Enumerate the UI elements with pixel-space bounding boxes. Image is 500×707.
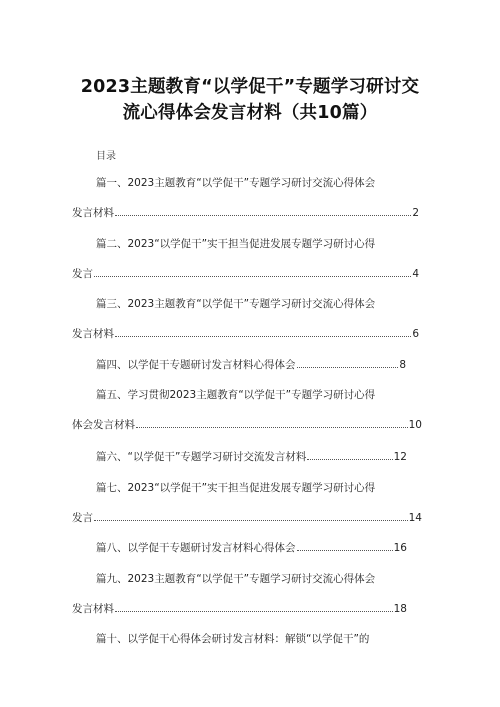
toc-entry-5-line-1[interactable]: 篇五、学习贯彻2023主题教育“以学促干”专题学习研讨心得: [96, 389, 376, 401]
toc-entry-5-text: 体会发言材料: [72, 419, 135, 431]
toc-entry-1-page: 2: [412, 207, 419, 219]
toc-entry-3-page: 6: [412, 328, 419, 340]
toc-heading: 目录: [96, 151, 116, 162]
toc-entry-9-line-1[interactable]: 篇九、2023主题教育“以学促干”专题学习研讨交流心得体会: [96, 573, 376, 585]
toc-entry-6[interactable]: [96, 450, 407, 464]
toc-entry-3-line-2[interactable]: [72, 327, 419, 341]
toc-entry-3-line-1[interactable]: 篇三、2023主题教育“以学促干”专题学习研讨交流心得体会: [96, 298, 376, 310]
toc-leader-dots: [136, 426, 408, 428]
toc-leader-dots: [307, 458, 392, 460]
toc-entry-10-line-1[interactable]: 篇十、以学促干心得体会研讨发言材料：解锁“以学促干”的: [96, 633, 370, 645]
toc-entry-4-text: 篇四、以学促干专题研讨发言材料心得体会: [96, 359, 296, 371]
toc-entry-6-text: 篇六、“以学促干”专题学习研讨交流发言材料: [96, 451, 307, 463]
toc-entry-9-line-2[interactable]: [72, 602, 407, 616]
toc-entry-9-page: 18: [393, 603, 407, 615]
toc-leader-dots: [115, 214, 411, 216]
toc-leader-dots: [94, 275, 411, 277]
toc-entry-2-line-2[interactable]: [72, 267, 419, 281]
toc-leader-dots: [94, 519, 408, 521]
toc-entry-8-text: 篇八、以学促干专题研讨发言材料心得体会: [96, 542, 296, 554]
toc-entry-3-text: 发言材料: [72, 328, 114, 340]
toc-entry-1-line-2[interactable]: [72, 206, 419, 220]
toc-entry-1-line-1[interactable]: 篇一、2023主题教育“以学促干”专题学习研讨交流心得体会: [96, 177, 376, 189]
document-title-line-2: 流心得体会发言材料（共10篇）: [122, 103, 378, 123]
document-title-line-1: 2023主题教育“以学促干”专题学习研讨交: [80, 77, 420, 97]
toc-leader-dots: [297, 549, 393, 551]
toc-entry-7-line-1[interactable]: 篇七、2023“以学促干”实干担当促进发展专题学习研讨心得: [96, 482, 376, 494]
toc-leader-dots: [297, 366, 399, 368]
toc-entry-5-line-2[interactable]: [72, 418, 422, 432]
toc-entry-7-text: 发言: [72, 512, 93, 524]
toc-entry-5-page: 10: [408, 419, 422, 431]
toc-entry-1-text: 发言材料: [72, 207, 114, 219]
toc-entry-7-page: 14: [408, 512, 422, 524]
toc-leader-dots: [115, 335, 411, 337]
toc-entry-2-page: 4: [412, 268, 419, 280]
toc-entry-9-text: 发言材料: [72, 603, 114, 615]
toc-entry-6-page: 12: [393, 451, 407, 463]
toc-entry-8[interactable]: [96, 541, 407, 555]
toc-entry-2-line-1[interactable]: 篇二、2023“以学促干”实干担当促进发展专题学习研讨心得: [96, 238, 376, 250]
toc-entry-4[interactable]: [96, 358, 406, 372]
toc-entry-7-line-2[interactable]: [72, 511, 422, 525]
toc-leader-dots: [115, 610, 393, 612]
toc-entry-4-page: 8: [399, 359, 406, 371]
toc-entry-2-text: 发言: [72, 268, 93, 280]
toc-entry-8-page: 16: [393, 542, 407, 554]
